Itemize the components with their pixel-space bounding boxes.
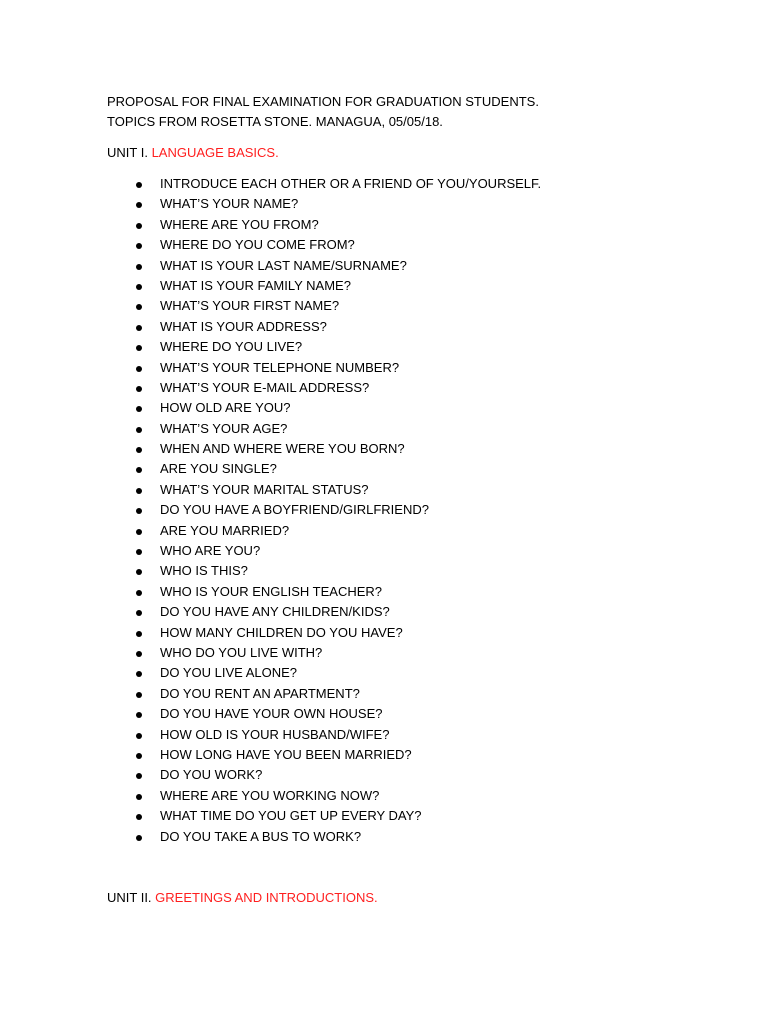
list-item-text: WHO DO YOU LIVE WITH? [160,644,323,660]
bullet-icon [136,488,142,494]
bullet-icon [136,223,142,229]
bullet-icon [136,529,142,535]
list-item-text: WHAT’S YOUR MARITAL STATUS? [160,481,369,497]
bullet-icon [136,264,142,270]
bullet-icon [136,835,142,841]
bullet-icon [136,569,142,575]
list-item-text: DO YOU WORK? [160,767,263,783]
bullet-icon [136,692,142,698]
bullet-icon [136,243,142,249]
unit-2-title: GREETINGS AND INTRODUCTIONS. [155,890,378,905]
bullet-icon [136,773,142,779]
bullet-icon [136,549,142,555]
list-item-text: WHAT TIME DO YOU GET UP EVERY DAY? [160,808,422,824]
bullet-icon [136,386,142,392]
unit-1-title: LANGUAGE BASICS. [151,145,279,160]
bullet-icon [136,304,142,310]
list-item-text: DO YOU HAVE A BOYFRIEND/GIRLFRIEND? [160,502,429,518]
list-item-text: DO YOU HAVE ANY CHILDREN/KIDS? [160,604,390,620]
unit-2-heading [107,889,378,907]
list-item-text: DO YOU LIVE ALONE? [160,665,298,681]
document-title-line-1: PROPOSAL FOR FINAL EXAMINATION FOR GRADUATION STUDENTS. [107,94,539,109]
bullet-icon [136,202,142,208]
list-item-text: WHERE ARE YOU WORKING NOW? [160,787,380,803]
list-item-text: WHO ARE YOU? [160,543,261,559]
bullet-icon [136,284,142,290]
bullet-icon [136,753,142,759]
list-item-text: DO YOU HAVE YOUR OWN HOUSE? [160,706,383,722]
list-item-text: WHERE DO YOU LIVE? [160,339,303,355]
bullet-icon [136,325,142,331]
bullet-icon [136,712,142,718]
list-item-text: WHAT IS YOUR ADDRESS? [160,318,327,334]
list-item-text: WHERE DO YOU COME FROM? [160,237,355,253]
bullet-icon [136,794,142,800]
list-item-text: WHAT’S YOUR AGE? [160,420,288,436]
bullet-icon [136,590,142,596]
list-item-text: WHAT’S YOUR NAME? [160,196,299,212]
list-item-text: WHO IS THIS? [160,563,248,579]
list-item-text: DO YOU RENT AN APARTMENT? [160,685,360,701]
document-title-line-2: TOPICS FROM ROSETTA STONE. MANAGUA, 05/05/18. [107,114,443,129]
bullet-icon [136,508,142,514]
list-item-text: ARE YOU MARRIED? [160,522,290,538]
bullet-icon [136,366,142,372]
list-item-text: WHERE ARE YOU FROM? [160,216,319,232]
list-item-text: DO YOU TAKE A BUS TO WORK? [160,828,362,844]
list-item-text: HOW LONG HAVE YOU BEEN MARRIED? [160,746,412,762]
list-item-text: ARE YOU SINGLE? [160,461,277,477]
bullet-icon [136,447,142,453]
list-item-text: HOW MANY CHILDREN DO YOU HAVE? [160,624,403,640]
bullet-icon [136,406,142,412]
bullet-icon [136,467,142,473]
bullet-icon [136,427,142,433]
list-item-text: WHAT’S YOUR FIRST NAME? [160,298,340,314]
unit-2-label: UNIT II. [107,890,152,905]
list-item-text: HOW OLD ARE YOU? [160,400,291,416]
list-item-text: WHAT IS YOUR FAMILY NAME? [160,277,351,293]
bullet-icon [136,345,142,351]
list-item-text: HOW OLD IS YOUR HUSBAND/WIFE? [160,726,390,742]
list-item-text: INTRODUCE EACH OTHER OR A FRIEND OF YOU/YOURSELF. [160,176,542,191]
unit-1-heading [107,144,279,162]
list-item-text: WHEN AND WHERE WERE YOU BORN? [160,441,405,457]
list-item-text: WHO IS YOUR ENGLISH TEACHER? [160,583,383,599]
unit-1-label: UNIT I. [107,145,148,160]
bullet-icon [136,671,142,677]
list-item-text: WHAT’S YOUR TELEPHONE NUMBER? [160,359,400,375]
bullet-icon [136,733,142,739]
bullet-icon [136,814,142,820]
bullet-icon [136,182,142,188]
list-item-text: WHAT’S YOUR E-MAIL ADDRESS? [160,379,370,395]
list-item-text: WHAT IS YOUR LAST NAME/SURNAME? [160,257,407,273]
bullet-icon [136,651,142,657]
bullet-icon [136,631,142,637]
bullet-icon [136,610,142,616]
